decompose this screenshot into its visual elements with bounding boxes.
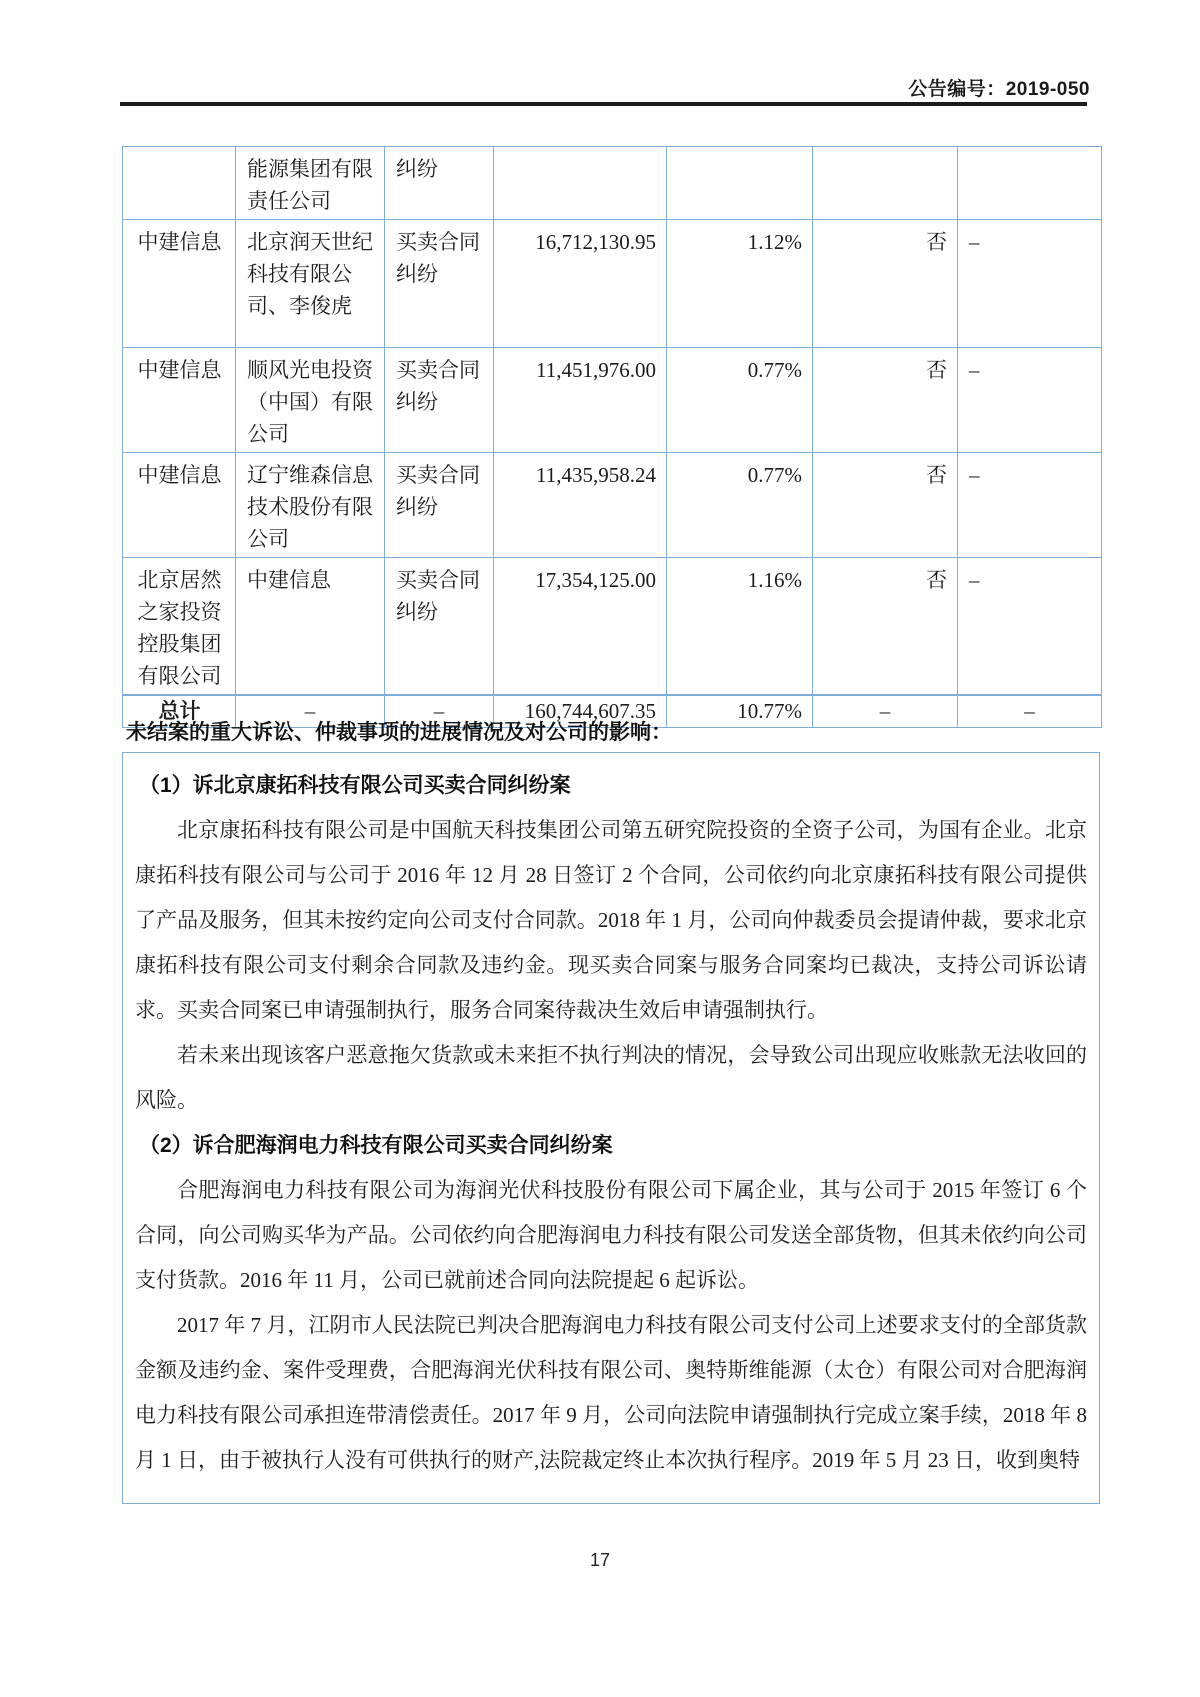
announcement-number: 公告编号：2019-050: [908, 79, 1090, 100]
table-cell: 买卖合同纠纷: [385, 220, 494, 348]
case2-paragraph-1: 合肥海润电力科技有限公司为海润光伏科技股份有限公司下属企业，其与公司于 2015 年签订 6 个合同，向公司购买华为产品。公司依约向合肥海润电力科技有限公司发送全部货物，但其未依约向公司支付货款。2016 年 11 月，公司已就前述合同向法院提起 6 起诉讼。: [135, 1178, 1087, 1292]
case1-title: （1）诉北京康拓科技有限公司买卖合同纠纷案: [139, 774, 571, 797]
case2-paragraph-2: 2017 年 7 月，江阴市人民法院已判决合肥海润电力科技有限公司支付公司上述要求支付的全部货款金额及违约金、案件受理费，合肥海润光伏科技有限公司、奥特斯维能源（太仓）有限公司对合肥海润电力科技有限公司承担连带清偿责任。2017 年 9 月，公司向法院申请强制执行完成立案手续，2018 年 8 月 1 日，由于被执行人没有可供执行的财产,法院裁定终止本次执行程序。2019 年 5 月 23 日，收到奥特: [135, 1313, 1087, 1472]
table-cell: 辽宁维森信息技术股份有限公司: [236, 453, 385, 558]
table-cell: 中建信息: [123, 453, 236, 558]
table-cell: –: [813, 695, 958, 728]
table-cell: 160,744,607.35: [494, 695, 667, 728]
table-cell: 0.77%: [667, 348, 813, 453]
table-cell: –: [385, 695, 494, 728]
table-cell: [958, 147, 1102, 220]
section-heading: 未结案的重大诉讼、仲裁事项的进展情况及对公司的影响：: [126, 721, 672, 744]
table-cell: 1.16%: [667, 558, 813, 696]
header-rule: [120, 102, 1087, 106]
table-row: [123, 147, 1102, 220]
case1-paragraph-1: 北京康拓科技有限公司是中国航天科技集团公司第五研究院投资的全资子公司，为国有企业。北京康拓科技有限公司与公司于 2016 年 12 月 28 日签订 2 个合同，公司依约向北京康拓科技有限公司提供了产品及服务，但其未按约定向公司支付合同款。2018 年 1 月，公司向仲裁委员会提请仲裁，要求北京康拓科技有限公司支付剩余合同款及违约金。现买卖合同案与服务合同案均已裁决，支持公司诉讼请求。买卖合同案已申请强制执行，服务合同案待裁决生效后申请强制执行。: [135, 818, 1087, 1022]
table-cell: 中建信息: [123, 220, 236, 348]
table-cell: 北京润天世纪科技有限公司、李俊虎: [236, 220, 385, 348]
litigation-progress-box: [122, 752, 1100, 1504]
table-cell: 否: [813, 453, 958, 558]
table-cell: 买卖合同纠纷: [385, 348, 494, 453]
table-cell: [667, 147, 813, 220]
table-cell: –: [958, 348, 1102, 453]
table-cell: –: [236, 695, 385, 728]
table-cell: –: [958, 453, 1102, 558]
table-cell: 买卖合同纠纷: [385, 558, 494, 696]
table-cell: [494, 147, 667, 220]
table-cell: 北京居然之家投资控股集团有限公司: [123, 558, 236, 696]
page-number: 17: [589, 1550, 611, 1570]
table-cell: 0.77%: [667, 453, 813, 558]
table-cell: 否: [813, 558, 958, 696]
table-cell: 1.12%: [667, 220, 813, 348]
table-cell: –: [958, 695, 1102, 728]
table-cell: 10.77%: [667, 695, 813, 728]
table-cell: 11,435,958.24: [494, 453, 667, 558]
table-cell: 16,712,130.95: [494, 220, 667, 348]
case1-paragraph-2: 若未来出现该客户恶意拖欠货款或未来拒不执行判决的情况，会导致公司出现应收账款无法收回的风险。: [135, 1043, 1087, 1112]
table-row: [123, 348, 1102, 453]
litigation-table: [122, 146, 1102, 728]
table-cell: –: [958, 558, 1102, 696]
table-cell: 买卖合同纠纷: [385, 453, 494, 558]
table-cell: 总计: [123, 695, 236, 728]
table-cell: –: [958, 220, 1102, 348]
table-cell: 顺风光电投资（中国）有限公司: [236, 348, 385, 453]
table-cell: [813, 147, 958, 220]
table-cell: 中建信息: [123, 348, 236, 453]
table-cell: 否: [813, 348, 958, 453]
table-cell: 否: [813, 220, 958, 348]
case2-title: （2）诉合肥海润电力科技有限公司买卖合同纠纷案: [139, 1134, 613, 1157]
table-cell: 纠纷: [385, 147, 494, 220]
table-cell: 中建信息: [236, 558, 385, 696]
table-cell: 11,451,976.00: [494, 348, 667, 453]
table-row: [123, 453, 1102, 558]
table-cell: 17,354,125.00: [494, 558, 667, 696]
table-cell: [123, 147, 236, 220]
table-cell: 能源集团有限责任公司: [236, 147, 385, 220]
table-row: [123, 220, 1102, 348]
table-row: [123, 558, 1102, 696]
